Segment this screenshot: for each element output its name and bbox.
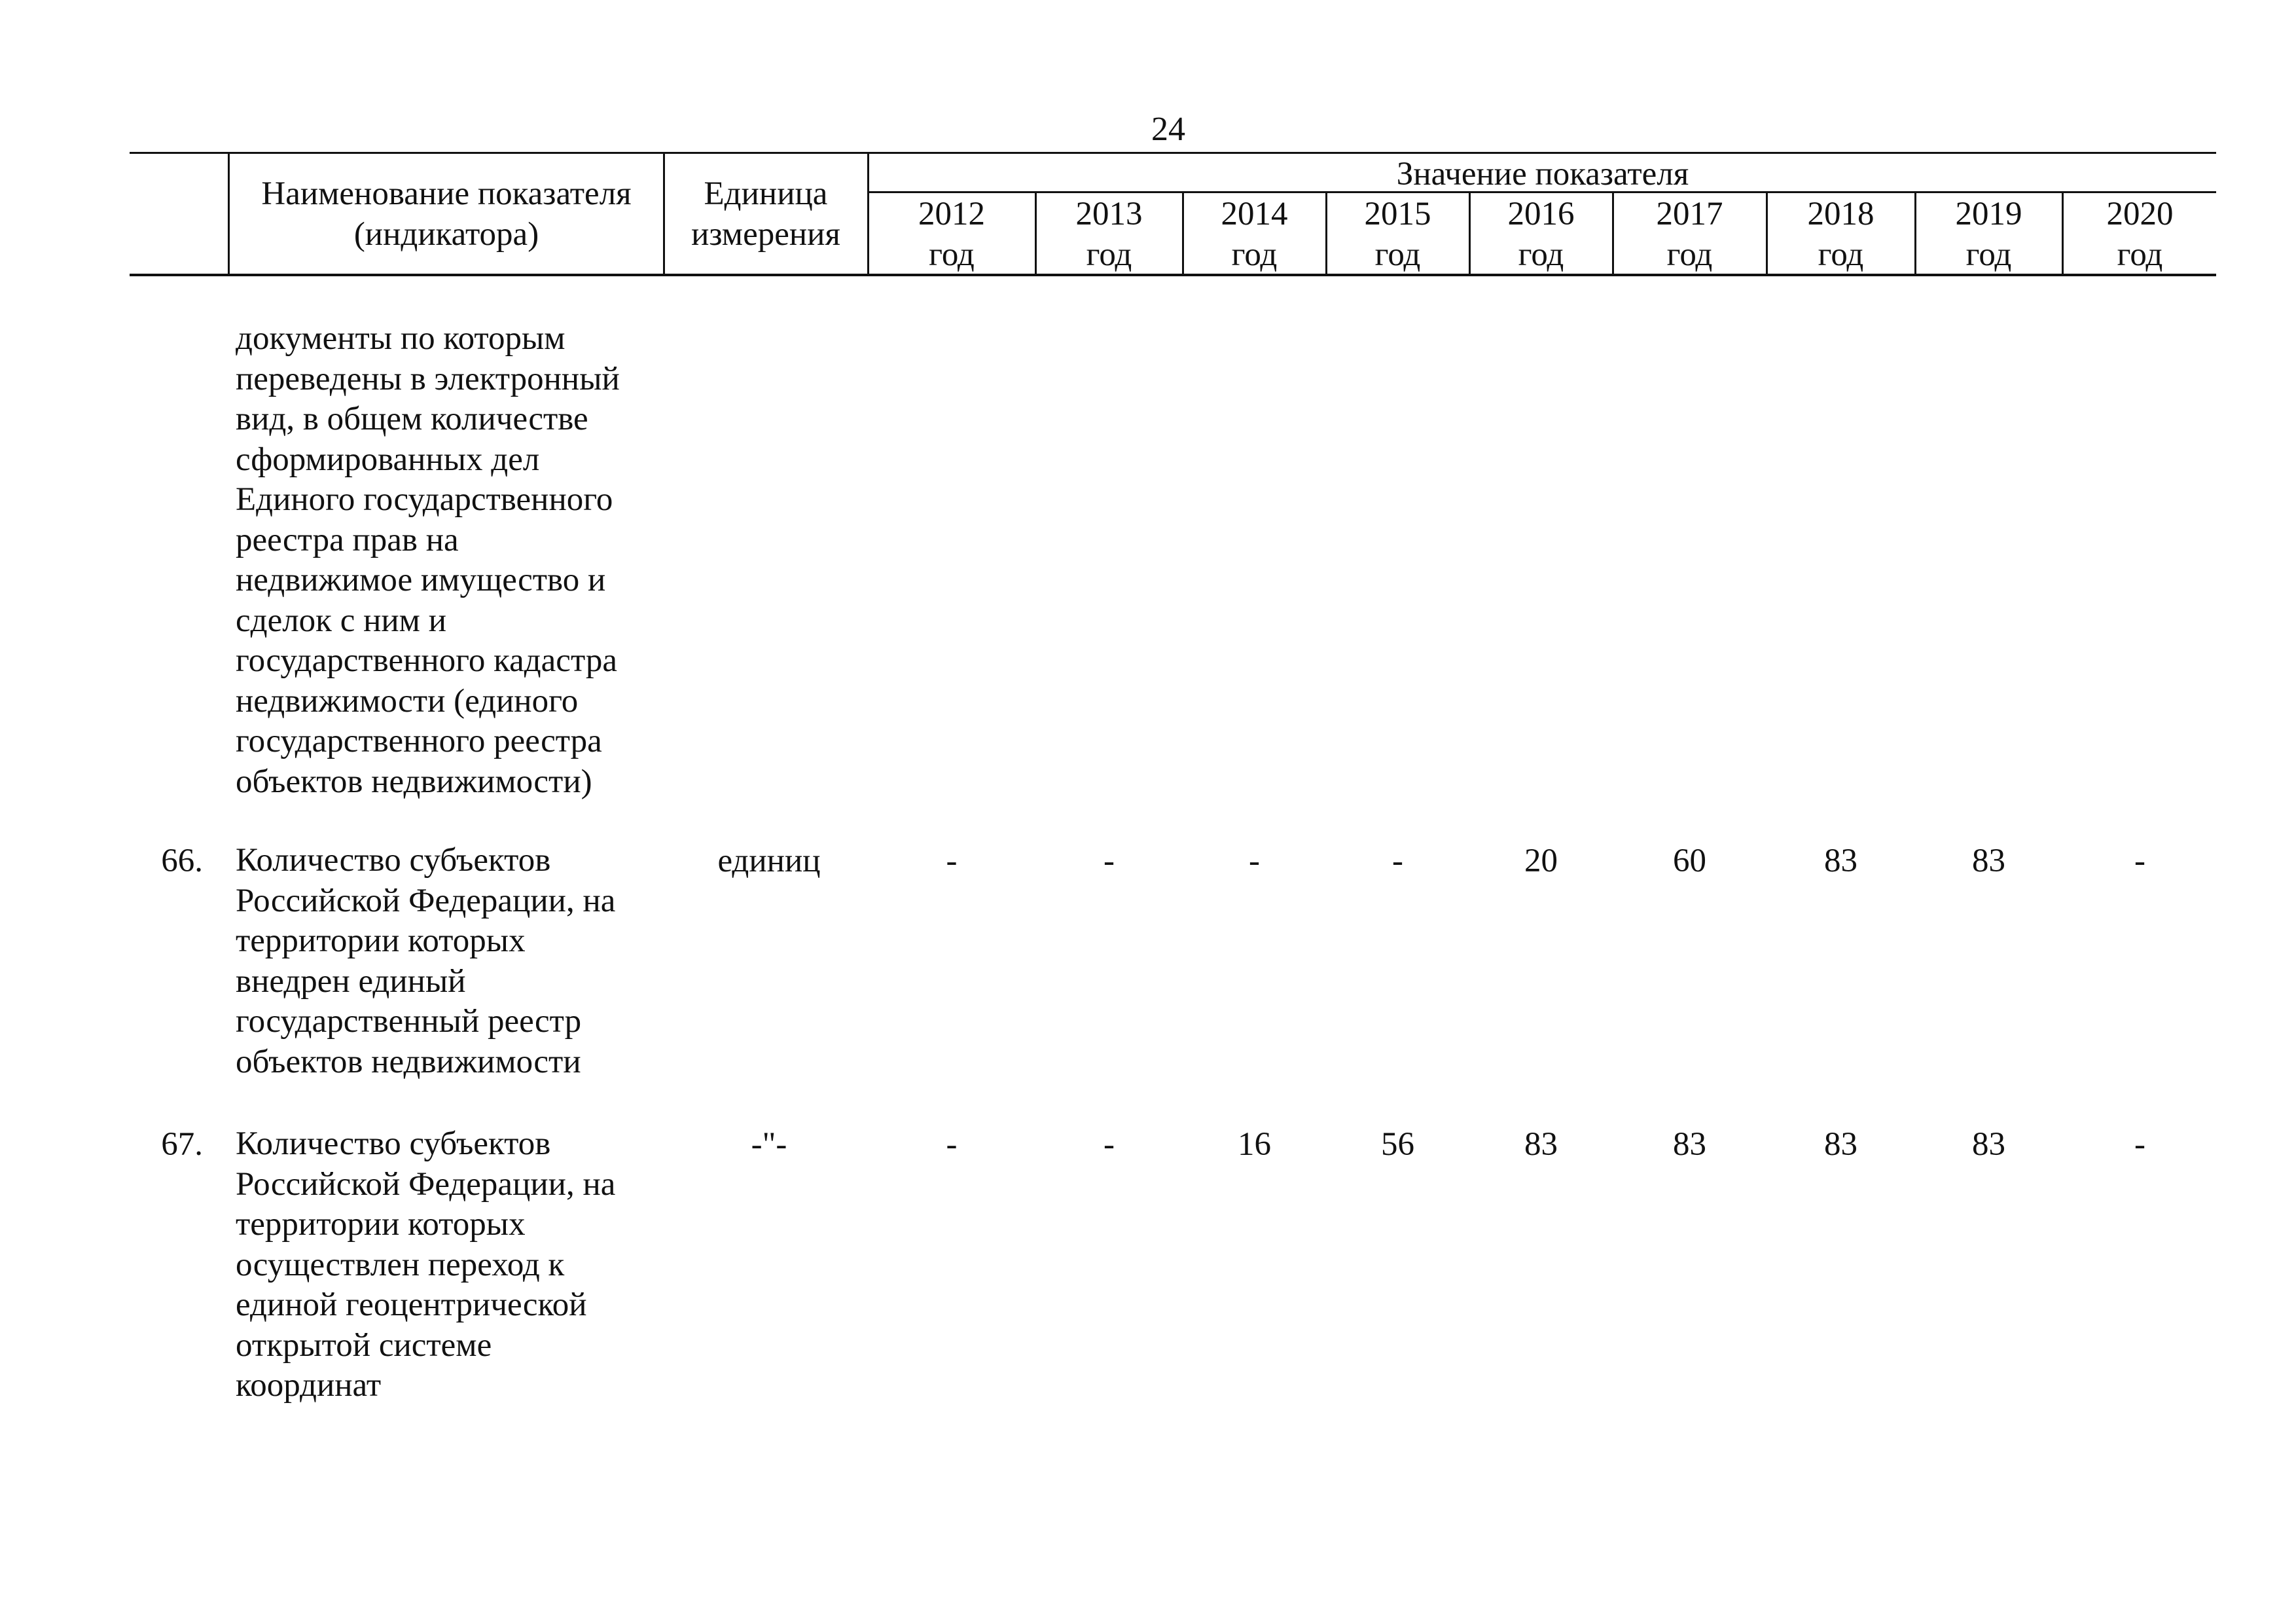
value-2013: - <box>1103 1126 1115 1163</box>
value-2014: - <box>1249 843 1260 879</box>
row-continuation-name: документы по которым переведены в электронный вид, в общем количестве сформированных дел Единого государственного реестра прав на недвижимое имущество и сделок с ним и государственного кадастра недвижимости (единого государственного реестра объектов недвижимости) <box>236 320 620 800</box>
header-year-2020: 2020 год <box>2106 196 2174 273</box>
row-name: Количество субъектов Российской Федерации, на территории которых осуществлен переход к единой геоцентрической открытой системе координат <box>236 1125 616 1404</box>
header-year-2012: 2012 год <box>918 196 985 273</box>
value-2012: - <box>946 843 958 879</box>
value-2020: - <box>2134 1126 2145 1163</box>
header-values-group: Значение показателя <box>1396 156 1689 192</box>
value-2014: 16 <box>1238 1126 1271 1163</box>
header-name-column: Наименование показателя (индикатора) <box>261 175 632 253</box>
row-name: Количество субъектов Российской Федерации, на территории которых внедрен единый государственный реестр объектов недвижимости <box>236 842 616 1080</box>
value-2018: 83 <box>1824 843 1857 879</box>
row-unit: -"- <box>751 1126 787 1163</box>
value-2015: - <box>1392 843 1403 879</box>
value-2018: 83 <box>1824 1126 1857 1163</box>
header-year-2016: 2016 год <box>1507 196 1575 273</box>
row-number: 66. <box>161 843 203 879</box>
header-year-2018: 2018 год <box>1807 196 1874 273</box>
value-2019: 83 <box>1972 1126 2005 1163</box>
header-divider <box>228 152 230 275</box>
header-year-2019: 2019 год <box>1955 196 2022 273</box>
row-unit: единиц <box>717 843 821 879</box>
value-2019: 83 <box>1972 843 2005 879</box>
value-2016: 20 <box>1524 843 1558 879</box>
value-2015: 56 <box>1381 1126 1414 1163</box>
header-year-2015: 2015 год <box>1364 196 1431 273</box>
value-2020: - <box>2134 843 2145 879</box>
value-2017: 60 <box>1673 843 1706 879</box>
header-unit-column: Единица измерения <box>691 175 840 253</box>
value-2013: - <box>1103 843 1115 879</box>
value-2012: - <box>946 1126 958 1163</box>
header-year-2017: 2017 год <box>1656 196 1723 273</box>
page-number: 24 <box>1151 111 1185 148</box>
header-year-2014: 2014 год <box>1221 196 1288 273</box>
value-2017: 83 <box>1673 1126 1706 1163</box>
row-number: 67. <box>161 1126 203 1163</box>
value-2016: 83 <box>1524 1126 1558 1163</box>
header-year-2013: 2013 год <box>1075 196 1143 273</box>
